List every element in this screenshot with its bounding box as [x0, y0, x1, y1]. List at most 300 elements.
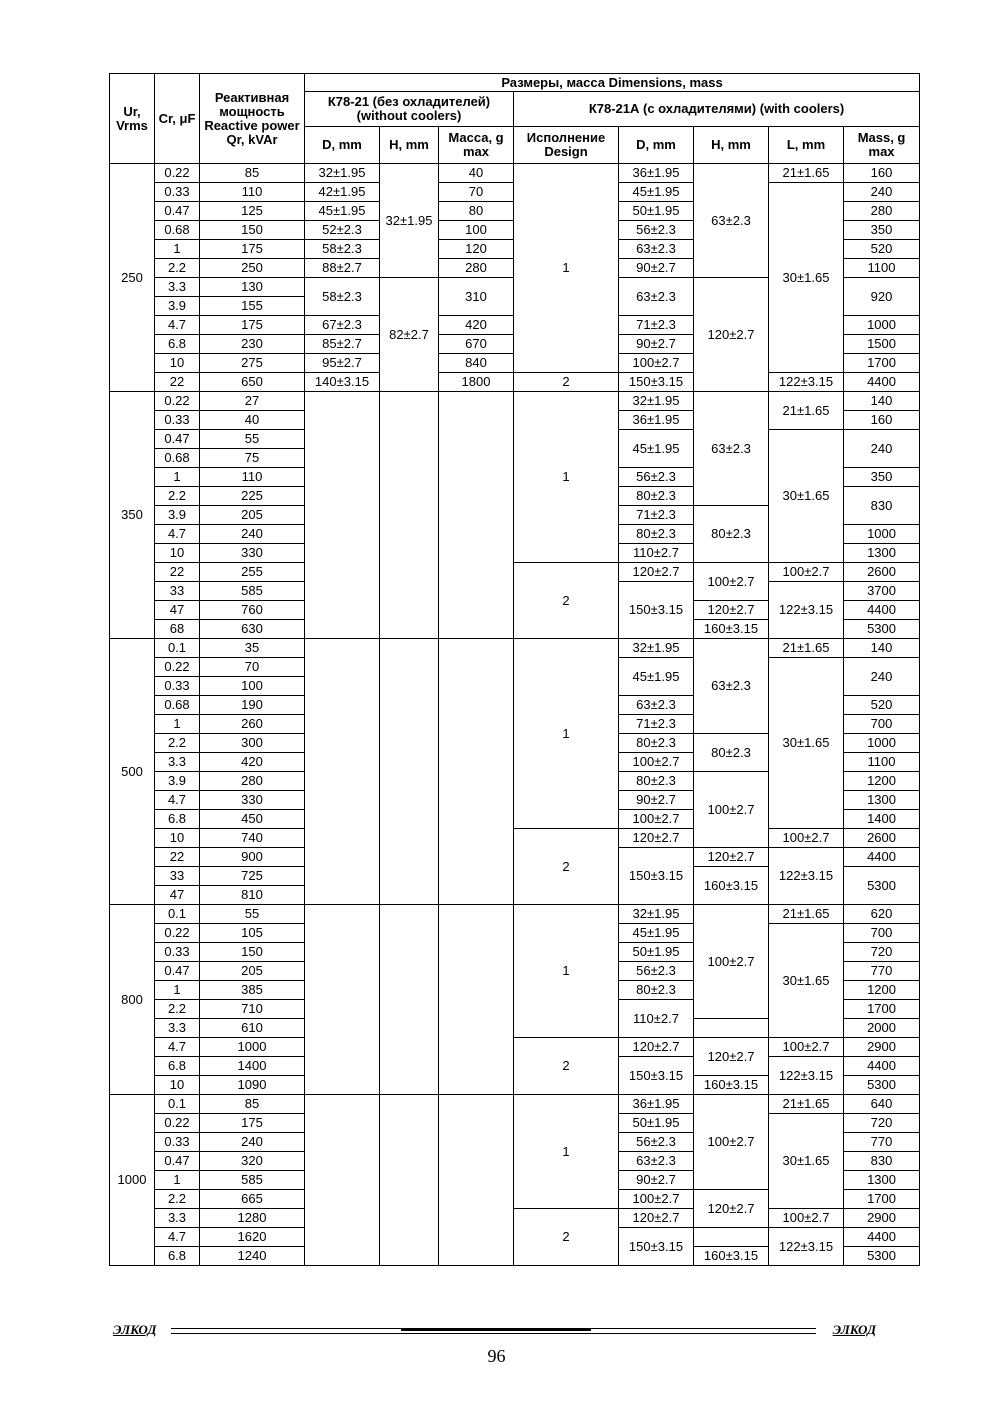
l-cell: 30±1.65: [769, 924, 844, 1038]
d2-cell: 45±1.95: [619, 658, 694, 696]
table-row: [110, 1209, 920, 1228]
h2-cell: 100±2.7: [694, 772, 769, 848]
qr-cell: 85: [200, 1095, 305, 1114]
d2-cell: 110±2.7: [619, 1000, 694, 1038]
mass-cell: 4400: [844, 373, 920, 392]
mass-cell: 4400: [844, 1228, 920, 1247]
qr-cell: 27: [200, 392, 305, 411]
d2-cell: 45±1.95: [619, 924, 694, 943]
qr-cell: 175: [200, 316, 305, 335]
mass-cell: 1700: [844, 354, 920, 373]
ur-cell: 1000: [110, 1095, 155, 1266]
design-cell: 2: [514, 829, 619, 905]
table-row: [110, 1095, 920, 1114]
qr-cell: 205: [200, 962, 305, 981]
table-row: [110, 392, 920, 411]
cr-cell: 1: [155, 1171, 200, 1190]
qr-cell: 385: [200, 981, 305, 1000]
cr-cell: 4.7: [155, 525, 200, 544]
d2-cell: 100±2.7: [619, 753, 694, 772]
mass-cell: 1400: [844, 810, 920, 829]
col-k78-21a: К78-21А (с охладителями) (with coolers): [514, 92, 920, 127]
mass-cell: 720: [844, 943, 920, 962]
mass-cell: 140: [844, 639, 920, 658]
mass-ru-cell: 80: [439, 202, 514, 221]
d-cell: 88±2.7: [305, 259, 380, 278]
d2-cell: 150±3.15: [619, 373, 694, 392]
d2-cell: 50±1.95: [619, 943, 694, 962]
col-mass: Mass, g max: [844, 127, 920, 164]
qr-cell: 230: [200, 335, 305, 354]
d2-cell: 100±2.7: [619, 1190, 694, 1209]
cr-cell: 0.33: [155, 943, 200, 962]
cr-cell: 2.2: [155, 259, 200, 278]
l-cell: 21±1.65: [769, 639, 844, 658]
d2-cell: 36±1.95: [619, 164, 694, 183]
d-cell: 52±2.3: [305, 221, 380, 240]
h2-cell: 160±3.15: [694, 1076, 769, 1095]
cr-cell: 2.2: [155, 734, 200, 753]
d2-cell: 80±2.3: [619, 734, 694, 753]
cr-cell: 0.1: [155, 639, 200, 658]
mass-ru-cell: 310: [439, 278, 514, 316]
mass-cell: 1200: [844, 981, 920, 1000]
design-cell: 1: [514, 905, 619, 1038]
cr-cell: 6.8: [155, 810, 200, 829]
qr-cell: 1090: [200, 1076, 305, 1095]
h2-cell: 100±2.7: [694, 905, 769, 1019]
h2-cell: 80±2.3: [694, 734, 769, 772]
mass-cell: 770: [844, 1133, 920, 1152]
mass-cell: 4400: [844, 1057, 920, 1076]
mass-ru-cell: 70: [439, 183, 514, 202]
mass-ru-cell: 280: [439, 259, 514, 278]
h-cell: 32±1.95: [380, 164, 439, 278]
d-cell-empty: [305, 1095, 380, 1266]
qr-cell: 55: [200, 905, 305, 924]
qr-cell: 630: [200, 620, 305, 639]
qr-cell: 1000: [200, 1038, 305, 1057]
mass-cell: 1700: [844, 1000, 920, 1019]
cr-cell: 10: [155, 1076, 200, 1095]
mass-cell: 2000: [844, 1019, 920, 1038]
cr-cell: 0.68: [155, 449, 200, 468]
qr-cell: 110: [200, 468, 305, 487]
d2-cell: 120±2.7: [619, 1209, 694, 1228]
mass-cell: 240: [844, 183, 920, 202]
mass-cell: 5300: [844, 1076, 920, 1095]
mass-cell: 2600: [844, 563, 920, 582]
mass-cell: 350: [844, 468, 920, 487]
table-row: [110, 905, 920, 924]
capacitor-spec-table: [109, 73, 920, 1266]
d2-cell: 45±1.95: [619, 183, 694, 202]
qr-cell: 260: [200, 715, 305, 734]
d2-cell: 36±1.95: [619, 411, 694, 430]
footer-brand-right: ЭЛКОД: [832, 1322, 876, 1337]
mass-cell: 5300: [844, 620, 920, 639]
d2-cell: 63±2.3: [619, 696, 694, 715]
cr-cell: 0.1: [155, 905, 200, 924]
d2-cell: 110±2.7: [619, 544, 694, 563]
page-footer: [113, 1322, 876, 1338]
d2-cell: 50±1.95: [619, 202, 694, 221]
cr-cell: 0.22: [155, 658, 200, 677]
mass-cell: 2600: [844, 829, 920, 848]
qr-cell: 610: [200, 1019, 305, 1038]
cr-cell: 3.9: [155, 506, 200, 525]
design-cell: 2: [514, 1209, 619, 1266]
col-d2: D, mm: [619, 127, 694, 164]
mass-cell: 1300: [844, 544, 920, 563]
d-cell: 95±2.7: [305, 354, 380, 373]
d-cell-empty: [305, 639, 380, 905]
l-cell: 122±3.15: [769, 1228, 844, 1266]
d2-cell: 150±3.15: [619, 1057, 694, 1095]
l-cell: 122±3.15: [769, 373, 844, 392]
qr-cell: 420: [200, 753, 305, 772]
mass-cell: 1500: [844, 335, 920, 354]
cr-cell: 3.3: [155, 278, 200, 297]
cr-cell: 10: [155, 829, 200, 848]
qr-cell: 100: [200, 677, 305, 696]
cr-cell: 0.22: [155, 1114, 200, 1133]
qr-cell: 130: [200, 278, 305, 297]
qr-cell: 650: [200, 373, 305, 392]
cr-cell: 22: [155, 563, 200, 582]
mass-cell: 720: [844, 1114, 920, 1133]
qr-cell: 330: [200, 791, 305, 810]
h2-cell: 160±3.15: [694, 867, 769, 905]
table-row: [110, 373, 920, 392]
h2-cell: 160±3.15: [694, 620, 769, 639]
h-cell-empty: [380, 639, 439, 905]
qr-cell: 70: [200, 658, 305, 677]
cr-cell: 2.2: [155, 1000, 200, 1019]
h-cell-empty: [380, 392, 439, 639]
qr-cell: 110: [200, 183, 305, 202]
design-cell: 1: [514, 1095, 619, 1209]
cr-cell: 3.9: [155, 772, 200, 791]
l-cell: 21±1.65: [769, 905, 844, 924]
mass-ru-cell: 670: [439, 335, 514, 354]
d2-cell: 90±2.7: [619, 335, 694, 354]
d2-cell: 120±2.7: [619, 1038, 694, 1057]
qr-cell: 280: [200, 772, 305, 791]
design-cell: 1: [514, 392, 619, 563]
l-cell: 21±1.65: [769, 164, 844, 183]
l-cell: 30±1.65: [769, 183, 844, 373]
qr-cell: 585: [200, 582, 305, 601]
mass-ru-cell: 40: [439, 164, 514, 183]
cr-cell: 4.7: [155, 316, 200, 335]
design-cell: 2: [514, 373, 619, 392]
mass-cell: 770: [844, 962, 920, 981]
h2-cell-blank: [694, 1019, 769, 1038]
mass-ru-cell: 120: [439, 240, 514, 259]
d2-cell: 120±2.7: [619, 829, 694, 848]
d-cell-empty: [305, 905, 380, 1095]
mass-cell: 640: [844, 1095, 920, 1114]
qr-cell: 150: [200, 943, 305, 962]
mass-cell: 830: [844, 487, 920, 525]
mass-cell: 1000: [844, 316, 920, 335]
mass-ru-cell: 840: [439, 354, 514, 373]
d2-cell: 32±1.95: [619, 905, 694, 924]
col-qr: Реактивная мощность Reactive power Qr, kVAr: [200, 74, 305, 164]
col-cr: Cr, μF: [155, 74, 200, 164]
d-cell: 45±1.95: [305, 202, 380, 221]
qr-cell: 205: [200, 506, 305, 525]
cr-cell: 2.2: [155, 1190, 200, 1209]
qr-cell: 330: [200, 544, 305, 563]
qr-cell: 450: [200, 810, 305, 829]
mass-cell: 1300: [844, 791, 920, 810]
design-cell: 2: [514, 1038, 619, 1095]
l-cell: 122±3.15: [769, 1057, 844, 1095]
design-cell: 2: [514, 563, 619, 639]
qr-cell: 710: [200, 1000, 305, 1019]
table-row: [110, 639, 920, 658]
mass-cell: 240: [844, 658, 920, 696]
col-k78-21: К78-21 (без охладителей) (without coolers): [305, 92, 514, 127]
mass-cell: 5300: [844, 1247, 920, 1266]
l-cell: 30±1.65: [769, 658, 844, 829]
cr-cell: 47: [155, 886, 200, 905]
ur-cell: 800: [110, 905, 155, 1095]
cr-cell: 0.47: [155, 1152, 200, 1171]
qr-cell: 125: [200, 202, 305, 221]
cr-cell: 33: [155, 582, 200, 601]
mass-cell: 4400: [844, 848, 920, 867]
cr-cell: 47: [155, 601, 200, 620]
d2-cell: 71±2.3: [619, 506, 694, 525]
mass-cell: 520: [844, 696, 920, 715]
mass-ru-cell-empty: [439, 392, 514, 639]
d2-cell: 90±2.7: [619, 259, 694, 278]
h-cell: 82±2.7: [380, 278, 439, 392]
d2-cell: 50±1.95: [619, 1114, 694, 1133]
table-row: [110, 1038, 920, 1057]
cr-cell: 0.33: [155, 677, 200, 696]
cr-cell: 0.22: [155, 924, 200, 943]
qr-cell: 1280: [200, 1209, 305, 1228]
h2-cell: 100±2.7: [694, 563, 769, 601]
d-cell: 42±1.95: [305, 183, 380, 202]
cr-cell: 3.3: [155, 753, 200, 772]
mass-cell: 160: [844, 164, 920, 183]
col-l: L, mm: [769, 127, 844, 164]
cr-cell: 10: [155, 354, 200, 373]
mass-cell: 1100: [844, 259, 920, 278]
footer-brand-left: ЭЛКОД: [113, 1322, 157, 1337]
d2-cell: 32±1.95: [619, 392, 694, 411]
qr-cell: 85: [200, 164, 305, 183]
qr-cell: 665: [200, 1190, 305, 1209]
mass-cell: 240: [844, 430, 920, 468]
mass-ru-cell-empty: [439, 1095, 514, 1266]
qr-cell: 55: [200, 430, 305, 449]
mass-cell: 140: [844, 392, 920, 411]
h2-cell: 63±2.3: [694, 164, 769, 278]
cr-cell: 0.33: [155, 1133, 200, 1152]
qr-cell: 1240: [200, 1247, 305, 1266]
cr-cell: 6.8: [155, 1247, 200, 1266]
qr-cell: 740: [200, 829, 305, 848]
h2-cell: 80±2.3: [694, 506, 769, 563]
l-cell: 21±1.65: [769, 392, 844, 430]
col-h: H, mm: [380, 127, 439, 164]
mass-cell: 1000: [844, 525, 920, 544]
col-mass-ru: Масса, g max: [439, 127, 514, 164]
cr-cell: 1: [155, 981, 200, 1000]
qr-cell: 900: [200, 848, 305, 867]
l-cell: 100±2.7: [769, 1038, 844, 1057]
d2-cell: 56±2.3: [619, 1133, 694, 1152]
h2-cell: 63±2.3: [694, 392, 769, 506]
d2-cell: 71±2.3: [619, 715, 694, 734]
d2-cell: 45±1.95: [619, 430, 694, 468]
d2-cell: 100±2.7: [619, 354, 694, 373]
mass-ru-cell-empty: [439, 639, 514, 905]
l-cell: 30±1.65: [769, 430, 844, 563]
qr-cell: 320: [200, 1152, 305, 1171]
cr-cell: 0.33: [155, 183, 200, 202]
mass-cell: 830: [844, 1152, 920, 1171]
cr-cell: 0.22: [155, 164, 200, 183]
h2-cell: 120±2.7: [694, 1038, 769, 1076]
l-cell: 100±2.7: [769, 829, 844, 848]
table-row: [110, 164, 920, 183]
d2-cell: 63±2.3: [619, 240, 694, 259]
mass-cell: 280: [844, 202, 920, 221]
qr-cell: 585: [200, 1171, 305, 1190]
d2-cell: 56±2.3: [619, 221, 694, 240]
col-dimensions: Размеры, масса Dimensions, mass: [305, 74, 920, 92]
mass-cell: 160: [844, 411, 920, 430]
d2-cell: 32±1.95: [619, 639, 694, 658]
h2-cell: 120±2.7: [694, 848, 769, 867]
qr-cell: 155: [200, 297, 305, 316]
d2-cell: 100±2.7: [619, 810, 694, 829]
h2-cell: 120±2.7: [694, 1190, 769, 1228]
mass-cell: 2900: [844, 1209, 920, 1228]
cr-cell: 0.1: [155, 1095, 200, 1114]
mass-cell: 700: [844, 924, 920, 943]
qr-cell: 150: [200, 221, 305, 240]
mass-cell: 4400: [844, 601, 920, 620]
h2-cell: 120±2.7: [694, 601, 769, 620]
l-cell: 100±2.7: [769, 563, 844, 582]
d-cell: 58±2.3: [305, 240, 380, 259]
cr-cell: 3.3: [155, 1209, 200, 1228]
h2-cell: 120±2.7: [694, 278, 769, 392]
l-cell: 122±3.15: [769, 582, 844, 639]
qr-cell: 175: [200, 240, 305, 259]
qr-cell: 240: [200, 1133, 305, 1152]
cr-cell: 1: [155, 468, 200, 487]
mass-ru-cell: 1800: [439, 373, 514, 392]
cr-cell: 33: [155, 867, 200, 886]
d2-cell: 120±2.7: [619, 563, 694, 582]
cr-cell: 2.2: [155, 487, 200, 506]
mass-cell: 5300: [844, 867, 920, 905]
qr-cell: 35: [200, 639, 305, 658]
d2-cell: 80±2.3: [619, 525, 694, 544]
d-cell: 140±3.15: [305, 373, 380, 392]
cr-cell: 6.8: [155, 335, 200, 354]
mass-ru-cell: 100: [439, 221, 514, 240]
d-cell: 85±2.7: [305, 335, 380, 354]
d2-cell: 80±2.3: [619, 487, 694, 506]
design-cell: 1: [514, 164, 619, 373]
design-cell: 1: [514, 639, 619, 829]
cr-cell: 4.7: [155, 791, 200, 810]
h2-cell-blank: [694, 1228, 769, 1247]
d2-cell: 56±2.3: [619, 962, 694, 981]
mass-cell: 920: [844, 278, 920, 316]
mass-cell: 1000: [844, 734, 920, 753]
qr-cell: 75: [200, 449, 305, 468]
cr-cell: 68: [155, 620, 200, 639]
ur-cell: 500: [110, 639, 155, 905]
d-cell: 32±1.95: [305, 164, 380, 183]
cr-cell: 1: [155, 240, 200, 259]
mass-cell: 350: [844, 221, 920, 240]
mass-cell: 3700: [844, 582, 920, 601]
d2-cell: 90±2.7: [619, 1171, 694, 1190]
d2-cell: 80±2.3: [619, 981, 694, 1000]
cr-cell: 0.33: [155, 411, 200, 430]
l-cell: 100±2.7: [769, 1209, 844, 1228]
h2-cell: 63±2.3: [694, 639, 769, 734]
cr-cell: 4.7: [155, 1228, 200, 1247]
d2-cell: 63±2.3: [619, 278, 694, 316]
cr-cell: 0.47: [155, 962, 200, 981]
d2-cell: 71±2.3: [619, 316, 694, 335]
cr-cell: 3.9: [155, 297, 200, 316]
qr-cell: 1400: [200, 1057, 305, 1076]
col-ur: Ur, Vrms: [110, 74, 155, 164]
qr-cell: 225: [200, 487, 305, 506]
mass-cell: 620: [844, 905, 920, 924]
cr-cell: 0.47: [155, 202, 200, 221]
qr-cell: 175: [200, 1114, 305, 1133]
h2-cell: 160±3.15: [694, 1247, 769, 1266]
qr-cell: 725: [200, 867, 305, 886]
h2-cell: 100±2.7: [694, 1095, 769, 1190]
mass-cell: 1300: [844, 1171, 920, 1190]
ur-cell: 350: [110, 392, 155, 639]
qr-cell: 40: [200, 411, 305, 430]
cr-cell: 0.68: [155, 696, 200, 715]
mass-cell: 1100: [844, 753, 920, 772]
qr-cell: 250: [200, 259, 305, 278]
qr-cell: 760: [200, 601, 305, 620]
d-cell-empty: [305, 392, 380, 639]
col-h2: H, mm: [694, 127, 769, 164]
cr-cell: 0.47: [155, 430, 200, 449]
mass-ru-cell: 420: [439, 316, 514, 335]
l-cell: 21±1.65: [769, 1095, 844, 1114]
mass-ru-cell-empty: [439, 905, 514, 1095]
l-cell: 122±3.15: [769, 848, 844, 905]
h-cell-empty: [380, 905, 439, 1095]
d2-cell: 90±2.7: [619, 791, 694, 810]
cr-cell: 22: [155, 848, 200, 867]
qr-cell: 1620: [200, 1228, 305, 1247]
d2-cell: 63±2.3: [619, 1152, 694, 1171]
